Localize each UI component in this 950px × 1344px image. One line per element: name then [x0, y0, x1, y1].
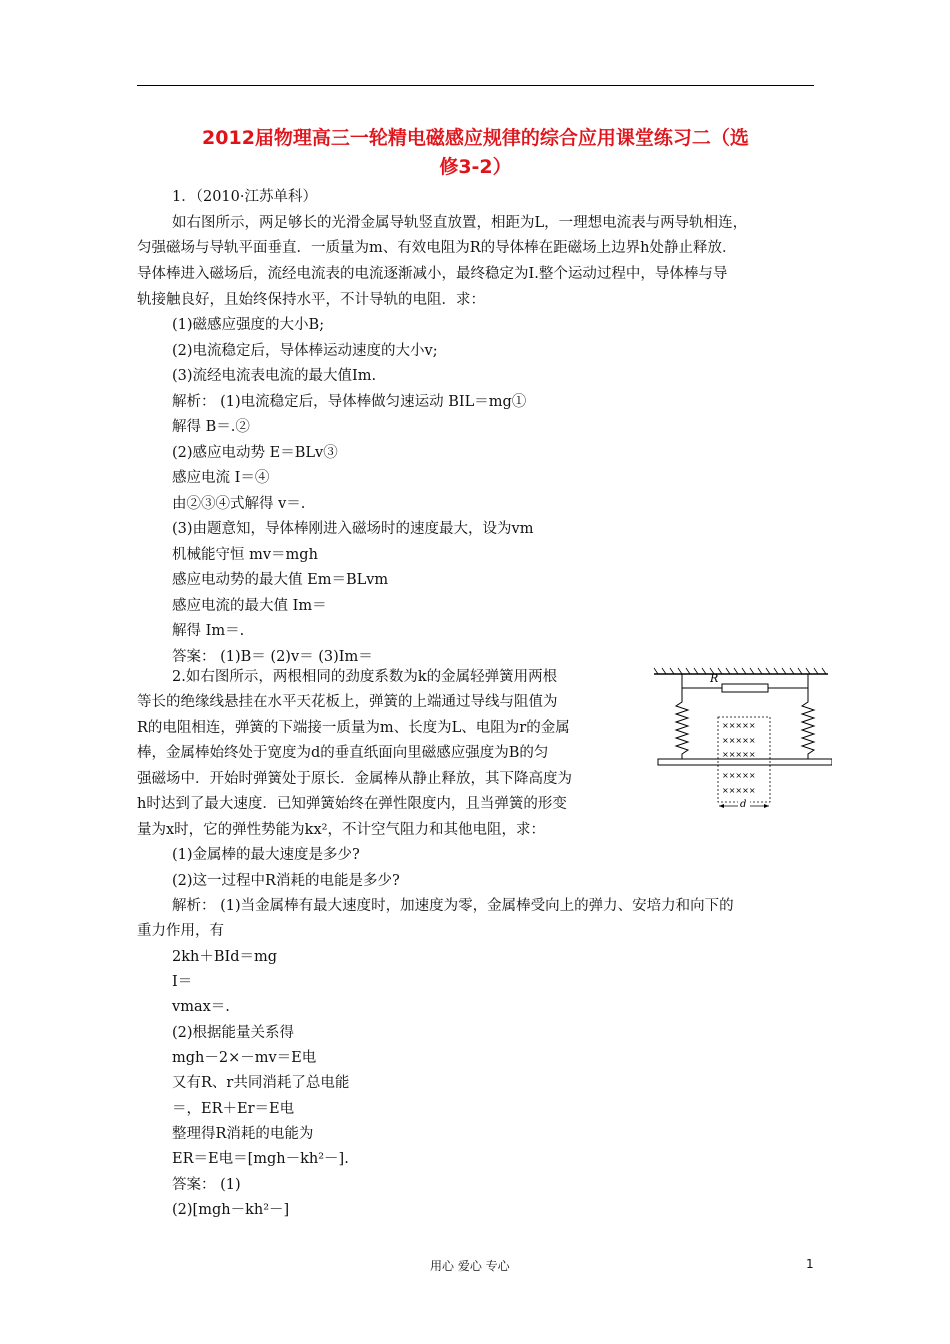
problem2-text-line: R的电阻相连，弹簧的下端接一质量为m、长度为L、电阻为r的金属 — [137, 720, 570, 736]
problem1-text-line: 匀强磁场与导轨平面垂直．一质量为m、有效电阻为R的导体棒在距磁场上边界h处静止释放． — [137, 240, 737, 256]
problem1-source: 1．（2010·江苏单科） — [172, 189, 317, 205]
problem2-solution-line: vmax＝. — [172, 999, 230, 1015]
problem2-solution-line: 重力作用，有 — [137, 923, 224, 939]
problem1-solution-line: 解析： (1)电流稳定后，导体棒做匀速运动 BIL＝mg① — [172, 394, 527, 410]
width-label: d — [740, 799, 747, 810]
problem2-question: (1)金属棒的最大速度是多少? — [172, 847, 360, 863]
problem2-solution-line: mgh－2×－mv＝E电 — [172, 1050, 317, 1066]
problem1-text-line: 轨接触良好，且始终保持水平，不计导轨的电阻．求： — [137, 292, 485, 308]
problem2-solution-line: 又有R、r共同消耗了总电能 — [172, 1075, 350, 1091]
problem1-text-line: 导体棒进入磁场后，流经电流表的电流逐渐减小，最终稳定为I.整个运动过程中，导体棒与导 — [137, 266, 728, 282]
problem1-question: (3)流经电流表电流的最大值Im. — [172, 368, 377, 384]
problem2-answer: (2)[mgh－kh²－] — [172, 1202, 290, 1218]
problem2-question: (2)这一过程中R消耗的电能是多少? — [172, 873, 400, 889]
problem2-answer: 答案： (1) — [172, 1177, 241, 1193]
svg-text:×××××: ××××× — [722, 721, 756, 730]
problem1-answer: 答案： (1)B＝ (2)v＝ (3)Im＝ — [172, 649, 373, 665]
header-rule — [137, 85, 814, 86]
problem2-solution-line: 整理得R消耗的电能为 — [172, 1126, 314, 1142]
metal-rod — [658, 759, 832, 765]
problem2-solution-line: 2kh＋BId＝mg — [172, 949, 278, 965]
problem1-solution-line: 机械能守恒 mv＝mgh — [172, 547, 318, 563]
spring-circuit-figure — [652, 666, 832, 814]
problem1-solution-line: (3)由题意知，导体棒刚进入磁场时的速度最大，设为vm — [172, 521, 534, 537]
problem1-solution-line: 解得 Im＝. — [172, 623, 245, 639]
resistor-label: R — [710, 672, 719, 685]
problem1-question: (2)电流稳定后，导体棒运动速度的大小v; — [172, 343, 438, 359]
problem2-solution-line: 解析： (1)当金属棒有最大速度时，加速度为零，金属棒受向上的弹力、安培力和向下的 — [172, 898, 734, 914]
problem2-text-line: 2.如右图所示，两根相同的劲度系数为k的金属轻弹簧用两根 — [172, 669, 558, 685]
problem1-solution-line: 由②③④式解得 v＝. — [172, 496, 306, 512]
problem2-text-line: h时达到了最大速度．已知弹簧始终在弹性限度内，且当弹簧的形变 — [137, 796, 567, 812]
problem1-solution-line: (2)感应电动势 E＝BLv③ — [172, 445, 338, 461]
ceiling — [654, 668, 828, 674]
problem1-solution-line: 解得 B＝.② — [172, 419, 250, 435]
problem1-solution-line: 感应电动势的最大值 Em＝BLvm — [172, 572, 389, 588]
svg-text:×××××: ××××× — [722, 736, 756, 745]
title-line-2: 修3-2） — [439, 156, 512, 178]
width-marker — [719, 799, 769, 810]
problem2-text-line: 等长的绝缘线悬挂在水平天花板上，弹簧的上端通过导线与阻值为 — [137, 694, 558, 710]
problem2-text-line: 强磁场中．开始时弹簧处于原长．金属棒从静止释放，其下降高度为 — [137, 771, 572, 787]
problem2-solution-line: I＝ — [172, 974, 193, 990]
problem2-solution-line: ER＝E电＝[mgh－kh²－]. — [172, 1151, 349, 1167]
problem1-solution-line: 感应电流 I＝④ — [172, 470, 270, 486]
problem1-text-line: 如右图所示，两足够长的光滑金属导轨竖直放置，相距为L，一理想电流表与两导轨相连， — [172, 215, 748, 231]
document-title — [137, 124, 814, 182]
svg-text:×××××: ××××× — [722, 750, 756, 759]
title-line-1: 2012届物理高三一轮精电磁感应规律的综合应用课堂练习二（选 — [202, 127, 749, 149]
page-number: 1 — [806, 1257, 814, 1271]
problem2-solution-line: (2)根据能量关系得 — [172, 1025, 295, 1041]
problem1-solution-line: 感应电流的最大值 Im＝ — [172, 598, 327, 614]
footer-motto: 用心 爱心 专心 — [430, 1259, 510, 1273]
problem1-question: (1)磁感应强度的大小B; — [172, 317, 325, 333]
problem2-text-line: 量为x时，它的弹性势能为kx²，不计空气阻力和其他电阻，求： — [137, 822, 545, 838]
svg-text:×××××: ××××× — [722, 786, 756, 795]
resistor-symbol — [722, 684, 768, 692]
right-spring — [802, 698, 814, 762]
problem2-text-line: 棒，金属棒始终处于宽度为d的垂直纸面向里磁感应强度为B的匀 — [137, 745, 549, 761]
svg-text:×××××: ××××× — [722, 771, 756, 780]
problem2-solution-line: ＝，ER＋Er＝E电 — [172, 1101, 295, 1117]
left-spring — [676, 698, 688, 762]
